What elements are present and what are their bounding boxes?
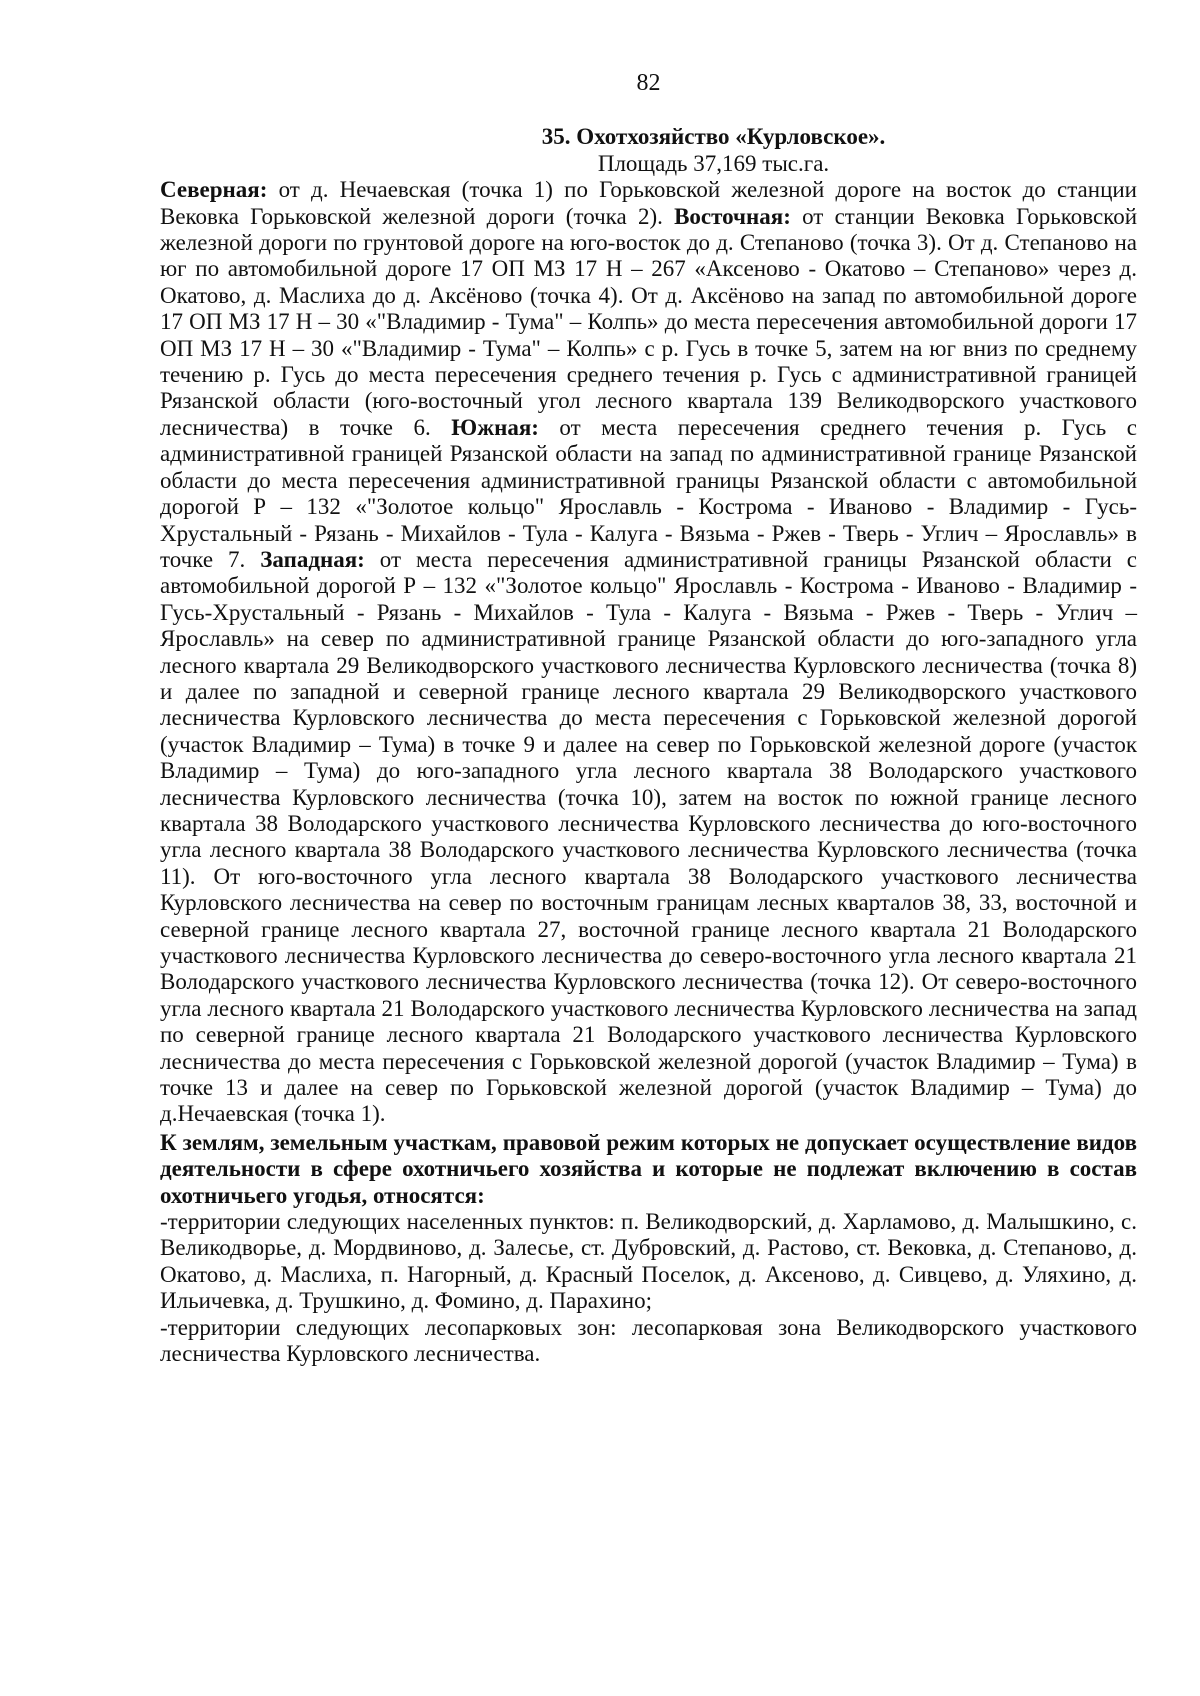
exclusions-heading: К землям, земельным участкам, правовой режим которых не допускает осуществление видов деятельности в сфере охотничьего хозяйства и которые не подлежат включению в состав охотничьего угодья, относятся:: [160, 1129, 1137, 1208]
south-label: Южная:: [451, 414, 539, 440]
west-label: Западная:: [260, 546, 365, 572]
section-title: 35. Охотхозяйство «Курловское».: [541, 124, 886, 150]
page-number: 82: [636, 70, 661, 96]
east-label: Восточная:: [674, 203, 791, 229]
boundary-description: [160, 177, 1137, 1128]
north-label: Северная:: [160, 177, 268, 203]
east-text: от станции Вековка Горьковской железной дороги по грунтовой дороге на юго-восток до д. Степаново (точка 3). От д. Степаново на юг по автомобильной дороге 17 ОП МЗ 17 Н – 267 «Аксеново - Окатово – Степаново» через д. Окатово, д. Маслиха до д. Аксёново (точка 4). От д. Аксёново на запад по автомобильной дороге 17 ОП МЗ 17 Н – 30 «"Владимир - Тума" – Колпь» до места пересечения автомобильной дороги 17 ОП МЗ 17 Н – 30 «"Владимир - Тума" – Колпь» с р. Гусь в точке 5, затем на юг вниз по среднему течению р. Гусь до места пересечения среднего течения р. Гусь с административной границей Рязанской области (юго-восточный угол лесного квартала 139 Великодворского участкового лесничества) в точке 6.: [160, 203, 1138, 440]
north-text: от д. Нечаевская (точка 1) по Горьковской железной дороге на восток до станции Вековка Горьковской железной дороги (точка 2).: [160, 177, 1137, 229]
document-page: [160, 70, 1137, 1368]
south-text: от места пересечения среднего течения р. Гусь с административной границей Рязанской области на запад по административной границе Рязанской области до места пересечения административной границы Рязанской области с автомобильной дорогой Р – 132 «"Золотое кольцо" Ярославль - Кострома - Иваново - Владимир - Гусь-Хрустальный - Рязань - Михайлов - Тула - Калуга - Вязьма - Ржев - Тверь - Углич – Ярославль» в точке 7.: [160, 414, 1137, 572]
area-line: Площадь 37,169 тыс.га.: [597, 150, 830, 176]
west-text: от места пересечения административной границы Рязанской области с автомобильной дорогой Р – 132 «"Золотое кольцо" Ярославль - Кострома - Иваново - Владимир - Гусь-Хрустальный - Рязань - Михайлов - Тула - Калуга - Вязьма - Ржев - Тверь - Углич – Ярославль» на север по административной границе Рязанской области до юго-западного угла лесного квартала 29 Великодворского участкового лесничества Курловского лесничества (точка 8) и далее по западной и северной границе лесного квартала 29 Великодворского участкового лесничества Курловского лесничества до места пересечения с Горьковской железной дорогой (участок Владимир – Тума) в точке 9 и далее на север по Горьковской железной дороге (участок Владимир – Тума) до юго-западного угла лесного квартала 38 Володарского участкового лесничества Курловского лесничества (точка 10), затем на восток по южной границе лесного квартала 38 Володарского участкового лесничества Курловского лесничества до юго-восточного угла лесного квартала 38 Володарского участкового лесничества Курловского лесничества (точка 11). От юго-восточного угла лесного квартала 38 Володарского участкового лесничества Курловского лесничества на север по восточным границам лесных кварталов 38, 33, восточной и северной границе лесного квартала 27, восточной границе лесного квартала 21 Володарского участкового лесничества Курловского лесничества до северо-восточного угла лесного квартала 21 Володарского участкового лесничества Курловского лесничества (точка 12). От северо-восточного угла лесного квартала 21 Володарского участкового лесничества Курловского лесничества на запад по северной границе лесного квартала 21 Володарского участкового лесничества Курловского лесничества до места пересечения с Горьковской железной дорогой (участок Владимир – Тума) в точке 13 и далее на север по Горьковской железной дорогой (участок Владимир – Тума) до д.Нечаевская (точка 1).: [160, 546, 1137, 1127]
exclusion-forest-parks: -территории следующих лесопарковых зон: лесопарковая зона Великодворского участкового лесничества Курловского лесничества.: [160, 1314, 1137, 1367]
exclusion-settlements: -территории следующих населенных пунктов: п. Великодворский, д. Харламово, д. Малышкино, с. Великодворье, д. Мордвиново, д. Залесье, ст. Дубровский, д. Растово, ст. Вековка, д. Степаново, д. Окатово, д. Маслиха, п. Нагорный, д. Красный Поселок, д. Аксеново, д. Сивцево, д. Уляхино, д. Ильичевка, д. Трушкино, д. Фомино, д. Парахино;: [160, 1209, 1137, 1314]
